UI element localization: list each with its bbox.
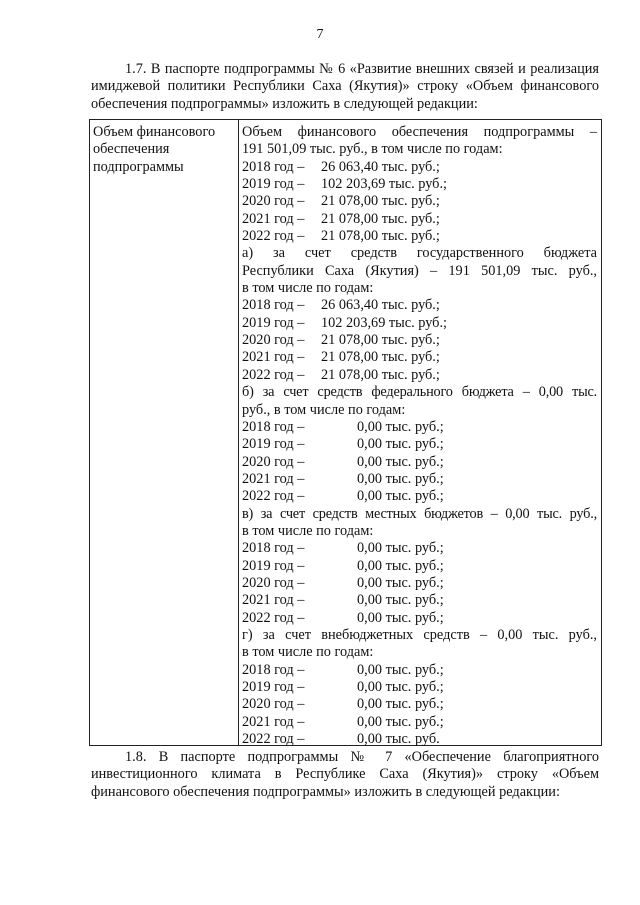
year-label: 2018 год – — [242, 297, 305, 314]
total-line: 191 501,09 тыс. руб., в том числе по годам: — [242, 141, 503, 158]
year-row — [242, 159, 597, 176]
left-cell-line: Объем финансового — [93, 124, 216, 140]
year-amount: 0,00 тыс. руб.; — [357, 557, 444, 574]
table-column-divider — [238, 120, 239, 745]
year-row — [242, 662, 597, 679]
year-amount: 0,00 тыс. руб.; — [357, 609, 444, 626]
year-amount: 0,00 тыс. руб.; — [357, 574, 444, 591]
year-row — [242, 540, 597, 557]
year-label: 2018 год – — [242, 661, 305, 678]
section-g-line: г) за счет внебюджетных средств – 0,00 тыс. руб., — [242, 626, 597, 643]
year-row — [242, 696, 597, 713]
year-amount: 0,00 тыс. руб.; — [357, 470, 444, 487]
year-amount: 26 063,40 тыс. руб.; — [321, 158, 440, 175]
year-amount: 21 078,00 тыс. руб.; — [321, 193, 440, 210]
year-amount: 0,00 тыс. руб.; — [357, 436, 444, 453]
year-row — [242, 471, 597, 488]
year-row — [242, 228, 597, 245]
year-label: 2021 год – — [242, 470, 305, 487]
section-b-line: руб., в том числе по годам: — [242, 401, 406, 418]
year-amount: 21 078,00 тыс. руб.; — [321, 210, 440, 227]
year-amount: 21 078,00 тыс. руб.; — [321, 228, 440, 245]
year-row — [242, 575, 597, 592]
year-row — [242, 731, 597, 748]
year-label: 2021 год – — [242, 349, 305, 366]
year-row — [242, 315, 597, 332]
year-amount: 102 203,69 тыс. руб.; — [321, 176, 447, 193]
year-amount: 0,00 тыс. руб.; — [357, 592, 444, 609]
year-row — [242, 488, 597, 505]
year-row — [242, 454, 597, 471]
year-label: 2018 год – — [242, 158, 305, 175]
year-label: 2022 год – — [242, 731, 305, 748]
year-amount: 21 078,00 тыс. руб.; — [321, 349, 440, 366]
year-label: 2019 год – — [242, 436, 305, 453]
financing-table — [89, 119, 602, 746]
year-label: 2022 год – — [242, 366, 305, 383]
section-v-line: в том числе по годам: — [242, 522, 374, 539]
year-label: 2019 год – — [242, 314, 305, 331]
year-label: 2018 год – — [242, 418, 305, 435]
section-a-line: а) за счет средств государственного бюджета — [242, 245, 597, 262]
section-g-line: в том числе по годам: — [242, 644, 374, 661]
year-row — [242, 436, 597, 453]
section-v-line: в) за счет средств местных бюджетов – 0,00 тыс. руб., — [242, 505, 597, 522]
year-row — [242, 367, 597, 384]
year-label: 2019 год – — [242, 557, 305, 574]
year-amount: 0,00 тыс. руб.; — [357, 453, 444, 470]
section-a-line: в том числе по годам: — [242, 280, 374, 297]
year-amount: 21 078,00 тыс. руб.; — [321, 366, 440, 383]
page-number: 7 — [316, 27, 324, 42]
year-row — [242, 332, 597, 349]
section-1-7-paragraph: 1.7. В паспорте подпрограммы № 6 «Развитие внешних связей и реализация имиджевой политики Республики Саха (Якутия)» строку «Объем финансового обеспечения подпрограммы» изложить в следующей редакции: — [91, 61, 599, 112]
year-amount: 0,00 тыс. руб.; — [357, 418, 444, 435]
table-left-cell — [93, 124, 233, 176]
year-amount: 0,00 тыс. руб. — [357, 731, 440, 748]
year-label: 2020 год – — [242, 574, 305, 591]
year-label: 2020 год – — [242, 332, 305, 349]
year-label: 2020 год – — [242, 696, 305, 713]
year-row — [242, 349, 597, 366]
year-row — [242, 714, 597, 731]
left-cell-line: подпрограммы — [93, 158, 184, 175]
year-row — [242, 419, 597, 436]
year-amount: 0,00 тыс. руб.; — [357, 661, 444, 678]
year-label: 2019 год – — [242, 176, 305, 193]
year-amount: 102 203,69 тыс. руб.; — [321, 314, 447, 331]
year-row — [242, 176, 597, 193]
table-right-cell — [242, 124, 597, 748]
year-amount: 0,00 тыс. руб.; — [357, 488, 444, 505]
year-row — [242, 193, 597, 210]
year-label: 2019 год – — [242, 679, 305, 695]
year-amount: 0,00 тыс. руб.; — [357, 679, 444, 695]
year-row — [242, 610, 597, 627]
year-row — [242, 679, 597, 696]
year-row — [242, 558, 597, 575]
total-line: Объем финансового обеспечения подпрограммы – — [242, 124, 597, 140]
year-amount: 0,00 тыс. руб.; — [357, 696, 444, 713]
left-cell-line: обеспечения — [93, 141, 170, 158]
year-row — [242, 211, 597, 228]
year-amount: 21 078,00 тыс. руб.; — [321, 332, 440, 349]
year-row — [242, 297, 597, 314]
year-label: 2021 год – — [242, 592, 305, 609]
year-label: 2022 год – — [242, 488, 305, 505]
section-b-line: б) за счет средств федерального бюджета – 0,00 тыс. — [242, 384, 597, 401]
section-a-line: Республики Саха (Якутия) – 191 501,09 тыс. руб., — [242, 262, 597, 279]
year-amount: 0,00 тыс. руб.; — [357, 713, 444, 730]
year-label: 2021 год – — [242, 713, 305, 730]
year-label: 2021 год – — [242, 210, 305, 227]
year-row — [242, 592, 597, 609]
section-1-8-paragraph: 1.8. В паспорте подпрограммы № 7 «Обеспечение благоприятного инвестиционного климата в Республике Саха (Якутия)» строку «Объем финансового обеспечения подпрограммы» изложить в следующей редакции: — [91, 749, 599, 800]
year-amount: 26 063,40 тыс. руб.; — [321, 297, 440, 314]
year-label: 2020 год – — [242, 453, 305, 470]
year-amount: 0,00 тыс. руб.; — [357, 540, 444, 557]
year-label: 2022 год – — [242, 228, 305, 245]
year-label: 2020 год – — [242, 193, 305, 210]
year-label: 2022 год – — [242, 609, 305, 626]
year-label: 2018 год – — [242, 540, 305, 557]
